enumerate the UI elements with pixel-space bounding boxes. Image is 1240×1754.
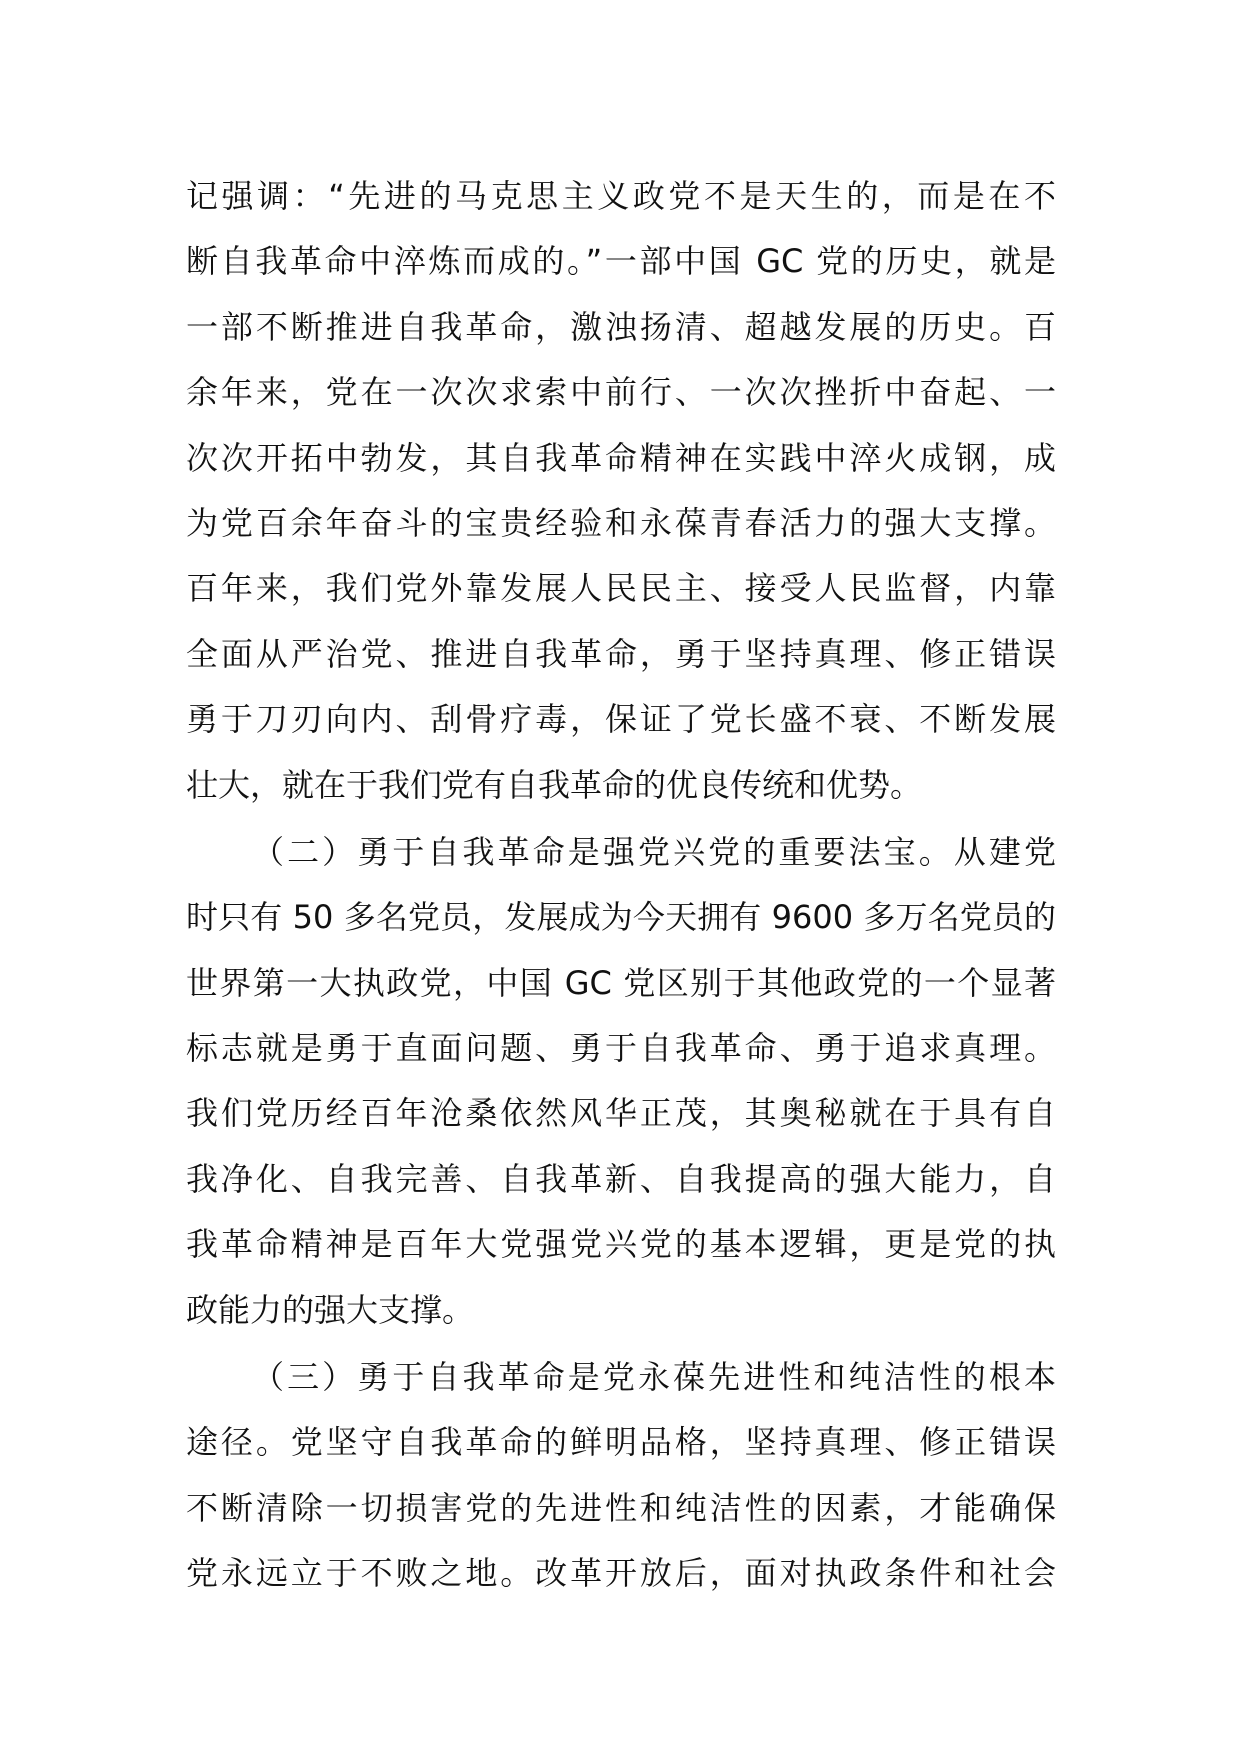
text-line: 勇于刀刃向内、刮骨疗毒，保证了党长盛不衰、不断发展 — [186, 700, 1056, 739]
text-line: 壮大，就在于我们党有自我革命的优良传统和优势。 — [186, 765, 923, 804]
paragraph-3 — [186, 1345, 1056, 1607]
text-line: 党永远立于不败之地。改革开放后，面对执政条件和社会 — [186, 1554, 1056, 1593]
text-line: 不断清除一切损害党的先进性和纯洁性的因素，才能确保 — [186, 1488, 1056, 1527]
paragraph-1 — [186, 164, 1056, 818]
text-line: 次次开拓中勃发，其自我革命精神在实践中淬火成钢，成 — [186, 438, 1056, 477]
paragraph-2 — [186, 820, 1056, 1343]
text-line: 为党百余年奋斗的宝贵经验和永葆青春活力的强大支撑。 — [186, 503, 1056, 542]
text-line: 我净化、自我完善、自我革新、自我提高的强大能力，自 — [186, 1159, 1056, 1198]
text-line: 全面从严治党、推进自我革命，勇于坚持真理、修正错误 — [186, 634, 1056, 673]
text-line: 世界第一大执政党，中国 GC 党区别于其他政党的一个显著 — [186, 963, 1056, 1002]
text-line: 时只有 50 多名党员，发展成为今天拥有 9600 多万名党员的 — [186, 898, 1056, 937]
paragraph-heading-line: （二）勇于自我革命是强党兴党的重要法宝。从建党 — [252, 832, 1056, 871]
text-line: 百年来，我们党外靠发展人民民主、接受人民监督，内靠 — [186, 569, 1056, 608]
body-text — [186, 164, 1056, 1607]
paragraph-heading-line: （三）勇于自我革命是党永葆先进性和纯洁性的根本 — [252, 1358, 1056, 1397]
text-line: 断自我革命中淬炼而成的。”一部中国 GC 党的历史，就是 — [186, 242, 1056, 281]
text-line: 我们党历经百年沧桑依然风华正茂，其奥秘就在于具有自 — [186, 1094, 1056, 1133]
text-line: 标志就是勇于直面问题、勇于自我革命、勇于追求真理。 — [186, 1029, 1056, 1068]
text-line: 一部不断推进自我革命，激浊扬清、超越发展的历史。百 — [186, 307, 1056, 346]
text-line: 我革命精神是百年大党强党兴党的基本逻辑，更是党的执 — [186, 1225, 1056, 1264]
text-line: 途径。党坚守自我革命的鲜明品格，坚持真理、修正错误 — [186, 1423, 1056, 1462]
text-line: 政能力的强大支撑。 — [186, 1290, 475, 1329]
text-line: 记强调：“先进的马克思主义政党不是天生的，而是在不 — [186, 177, 1056, 215]
text-line: 余年来，党在一次次求索中前行、一次次挫折中奋起、一 — [186, 373, 1056, 412]
